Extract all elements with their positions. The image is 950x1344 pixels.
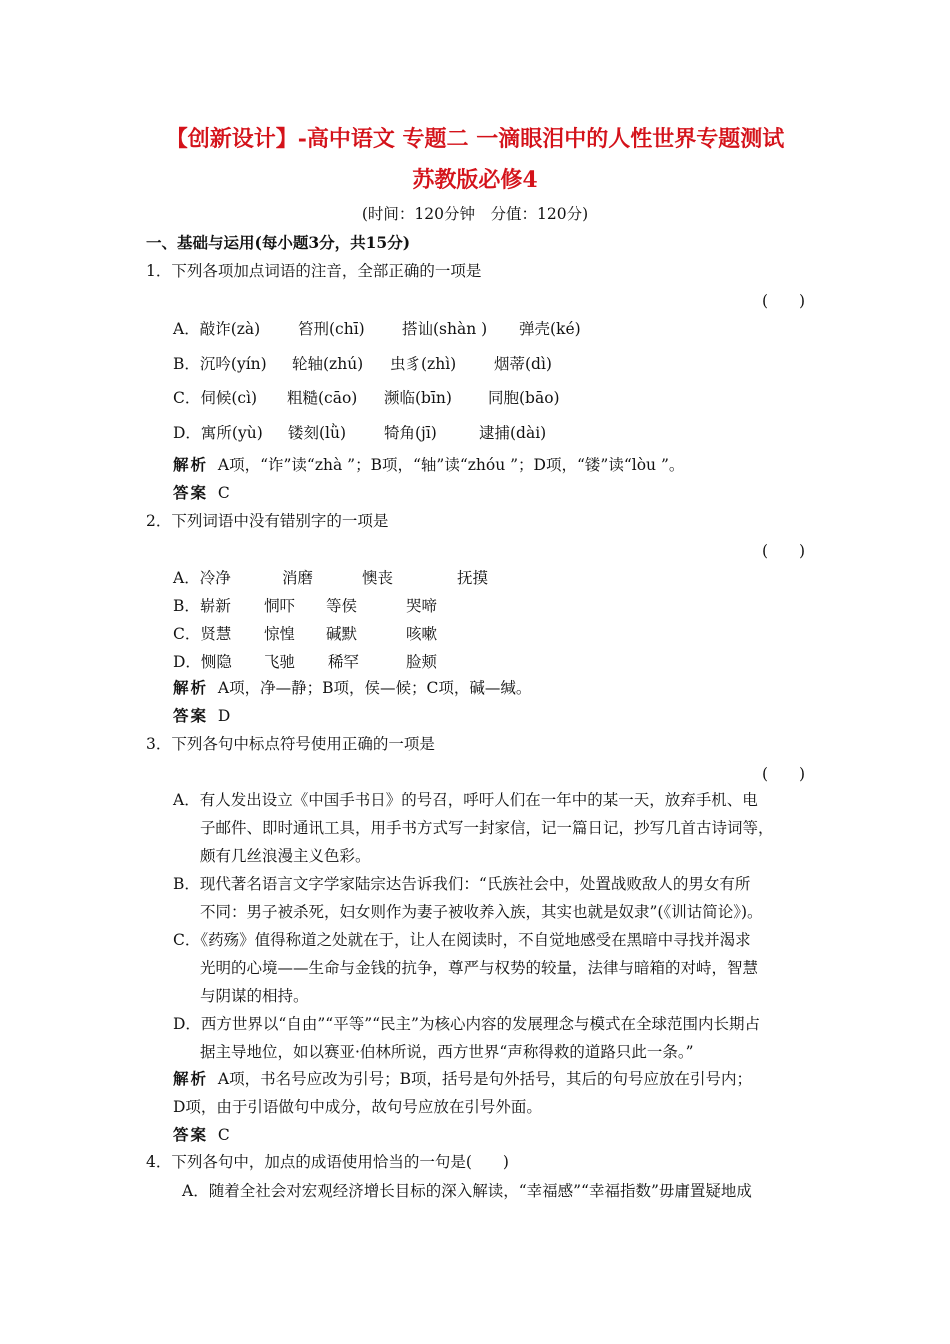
q3-answer [173, 1124, 230, 1146]
q2-analysis-text: A项，净—静；B项，侯—候；C项，碱—缄。 [217, 679, 532, 697]
q4-option-a: A．随着全社会对宏观经济增长目标的深入解读，“幸福感”“幸福指数”毋庸置疑地成 [182, 1182, 752, 1200]
q2-option-b-3: 等侯 [326, 597, 358, 615]
q2-option-d-2: 飞驰 [264, 653, 296, 671]
q2-analysis [173, 677, 531, 699]
q2-stem: 2．下列词语中没有错别字的一项是 [146, 512, 389, 530]
q1-answer [173, 482, 230, 504]
q1-answer-blank: ( ) [762, 292, 806, 310]
q2-option-c-1: C．贤慧 [173, 625, 232, 643]
q3-answer-value: C [217, 1126, 230, 1144]
q1-option-a-4: 弹壳(ké) [519, 320, 581, 338]
q1-option-c-4: 同胞(bāo) [488, 389, 560, 407]
q3-option-c-line1: C．《药殇》值得称道之处就在于，让人在阅读时，不自觉地感受在黑暗中寻找并渴求 [173, 931, 751, 949]
q3-option-d-line2: 据主导地位，如以赛亚·伯林所说，西方世界“声称得救的道路只此一条。” [200, 1043, 694, 1061]
q1-stem: 1．下列各项加点词语的注音，全部正确的一项是 [146, 262, 482, 280]
q2-option-b-1: B．崭新 [173, 597, 231, 615]
q3-option-a-line2: 子邮件、即时通讯工具，用手书方式写一封家信，记一篇日记，抄写几首古诗词等， [200, 819, 774, 837]
q2-option-d-4: 脸颊 [406, 653, 438, 671]
doc-title-line2: 苏教版必修4 [412, 167, 538, 193]
q4-stem: 4．下列各句中，加点的成语使用恰当的一句是( ) [146, 1153, 509, 1171]
q2-analysis-label: 解析 [173, 678, 209, 697]
q2-option-a-1: A．冷净 [173, 569, 231, 587]
q2-option-c-3: 碱默 [326, 625, 358, 643]
q2-option-a-4: 抚摸 [457, 569, 489, 587]
q1-option-c-1: C．伺候(cì) [173, 389, 258, 407]
q2-answer-blank: ( ) [762, 542, 806, 560]
q1-analysis-text: A项，“诈”读“zhà ”；B项，“轴”读“zhóu ”；D项，“镂”读“lòu ”。 [217, 456, 685, 474]
q3-option-a-line1: A．有人发出设立《中国手书日》的号召，呼吁人们在一年中的某一天，放弃手机、电 [173, 791, 758, 809]
q3-analysis-text-2: D项，由于引语做句中成分，故句号应放在引号外面。 [173, 1098, 542, 1116]
q1-option-c-3: 濒临(bīn) [384, 389, 452, 407]
q3-option-c-line2: 光明的心境——生命与金钱的抗争，尊严与权势的较量，法律与暗箱的对峙，智慧 [200, 959, 759, 977]
q1-option-a-3: 搭讪(shàn ) [402, 320, 488, 338]
q2-option-c-4: 咳嗽 [406, 625, 438, 643]
q2-answer-label: 答案 [173, 706, 209, 725]
q1-option-d-2: 镂刻(lǜ) [288, 424, 347, 442]
q3-analysis-text-1: A项，书名号应改为引号；B项，括号是句外括号，其后的句号应放在引号内； [217, 1070, 752, 1088]
q3-answer-blank: ( ) [762, 765, 806, 783]
q2-option-a-2: 消磨 [282, 569, 314, 587]
q2-answer [173, 705, 230, 727]
q1-option-d-1: D．寓所(yù) [173, 424, 263, 442]
q1-option-b-4: 烟蒂(dì) [494, 355, 552, 373]
q2-option-c-2: 惊惶 [264, 625, 296, 643]
q1-option-b-3: 虫豸(zhì) [390, 355, 457, 373]
q3-option-d-line1: D．西方世界以“自由”“平等”“民主”为核心内容的发展理念与模式在全球范围内长期占 [173, 1015, 760, 1033]
q1-analysis-label: 解析 [173, 455, 209, 474]
exam-meta: (时间：120分钟 分值：120分) [361, 205, 589, 223]
q1-option-d-4: 逮捕(dài) [479, 424, 547, 442]
q1-option-c-2: 粗糙(cāo) [287, 389, 358, 407]
q1-option-a-2: 笞刑(chī) [298, 320, 365, 338]
q1-option-b-2: 轮轴(zhú) [292, 355, 364, 373]
q3-stem: 3．下列各句中标点符号使用正确的一项是 [146, 735, 435, 753]
q1-option-a-1: A．敲诈(zà) [173, 320, 261, 338]
q1-option-d-3: 犄角(jī) [384, 424, 437, 442]
q2-option-d-3: 稀罕 [328, 653, 360, 671]
q3-answer-label: 答案 [173, 1125, 209, 1144]
q1-option-b-1: B．沉吟(yín) [173, 355, 267, 373]
doc-title-line1: 【创新设计】-高中语文 专题二 一滴眼泪中的人性世界专题测试 [165, 126, 785, 152]
q3-analysis [173, 1068, 752, 1090]
q2-option-b-2: 恫吓 [264, 597, 296, 615]
q1-analysis [173, 454, 684, 476]
q1-answer-value: C [217, 484, 230, 502]
q2-option-a-3: 懊丧 [362, 569, 394, 587]
q3-analysis-label: 解析 [173, 1069, 209, 1088]
q2-option-b-4: 哭啼 [406, 597, 438, 615]
q1-answer-label: 答案 [173, 483, 209, 502]
q3-option-b-line1: B．现代著名语言文字学家陆宗达告诉我们：“氏族社会中，处置战败敌人的男女有所 [173, 875, 751, 893]
q3-option-c-line3: 与阴谋的相持。 [200, 987, 309, 1005]
q2-answer-value: D [217, 707, 231, 725]
q3-option-b-line2: 不同：男子被杀死，妇女则作为妻子被收养入族，其实也就是奴隶”(《训诂简论》)。 [200, 903, 763, 921]
q3-option-a-line3: 颇有几丝浪漫主义色彩。 [200, 847, 371, 865]
q2-option-d-1: D．恻隐 [173, 653, 232, 671]
section-heading: 一、基础与运用(每小题3分，共15分) [146, 233, 411, 252]
